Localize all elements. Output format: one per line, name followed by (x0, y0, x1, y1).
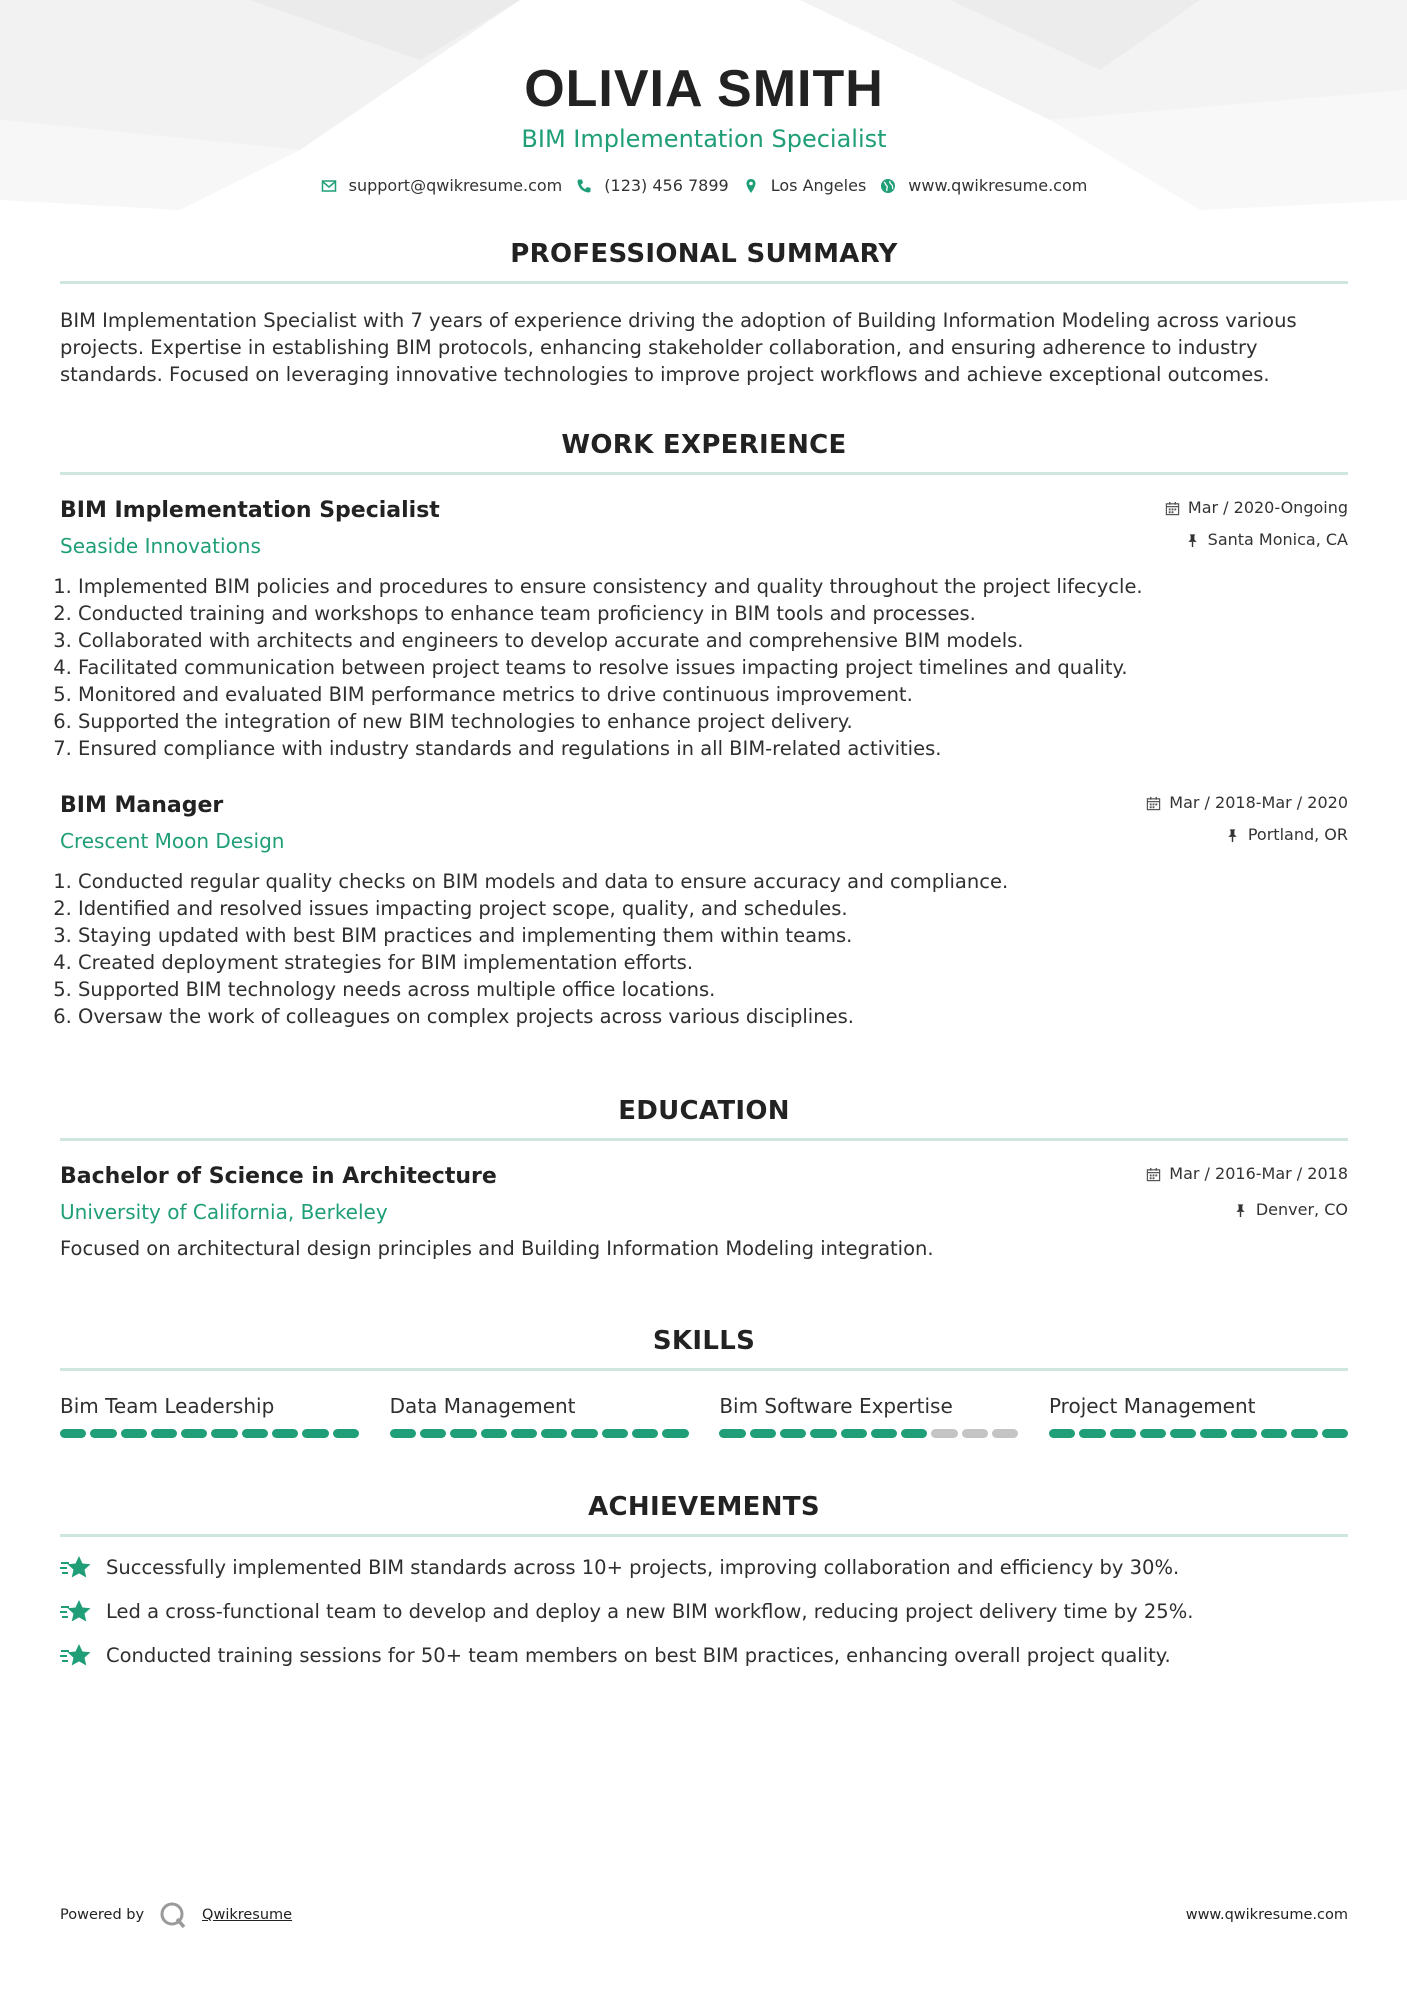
location-text: Los Angeles (770, 176, 867, 195)
skill-segment-filled (390, 1429, 416, 1438)
job-location: Portland, OR (1247, 825, 1348, 844)
skill-segment-filled (1110, 1429, 1136, 1438)
skill-segment-filled (632, 1429, 658, 1438)
experience-section (60, 430, 1348, 1030)
job-company: Crescent Moon Design (60, 829, 285, 853)
list-item: 7. Ensured compliance with industry standards and regulations in all BIM-related activities. (78, 735, 1348, 762)
list-item: 2. Conducted training and workshops to enhance team proficiency in BIM tools and processes. (78, 600, 1348, 627)
achievement-text: Led a cross-functional team to develop and deploy a new BIM workflow, reducing project delivery time by 25%. (106, 1600, 1194, 1623)
skill-segment-empty (962, 1429, 988, 1438)
skill-level-meter (1049, 1429, 1348, 1438)
candidate-role: BIM Implementation Specialist (521, 125, 887, 153)
skill-segment-filled (841, 1429, 867, 1438)
list-item: 1. Conducted regular quality checks on BIM models and data to ensure accuracy and compliance. (78, 868, 1348, 895)
phone-text: (123) 456 7899 (604, 176, 729, 195)
qwikresume-logo-icon (158, 1900, 188, 1930)
contact-location (743, 176, 867, 195)
skill-segment-filled (750, 1429, 776, 1438)
section-title-skills: SKILLS (652, 1326, 756, 1356)
skill-level-meter (390, 1429, 689, 1438)
skill-segment-filled (60, 1429, 86, 1438)
skill-segment-filled (602, 1429, 628, 1438)
star-icon (60, 1555, 92, 1581)
education-entry (60, 1163, 1348, 1262)
list-item: 4. Created deployment strategies for BIM implementation efforts. (78, 949, 1348, 976)
skill-segment-filled (481, 1429, 507, 1438)
skill-segment-filled (450, 1429, 476, 1438)
section-title-summary: PROFESSIONAL SUMMARY (510, 239, 898, 269)
skills-section (60, 1326, 1348, 1438)
job-company: Seaside Innovations (60, 534, 261, 558)
achievements-section (60, 1492, 1348, 1669)
powered-by (60, 1900, 292, 1930)
skill-name: Bim Team Leadership (60, 1394, 275, 1418)
skill-item (390, 1393, 689, 1438)
envelope-icon (321, 178, 337, 194)
skill-segment-filled (511, 1429, 537, 1438)
skill-segment-filled (1170, 1429, 1196, 1438)
achievement-text: Successfully implemented BIM standards across 10+ projects, improving collaboration and efficiency by 30%. (106, 1556, 1180, 1579)
section-divider (60, 1534, 1348, 1537)
list-item: 6. Supported the integration of new BIM technologies to enhance project delivery. (78, 708, 1348, 735)
skill-segment-filled (1079, 1429, 1105, 1438)
job-entry (60, 792, 1348, 1030)
job-bullets (60, 573, 1348, 762)
skill-item (60, 1393, 359, 1438)
achievement-text: Conducted training sessions for 50+ team members on best BIM practices, enhancing overall project quality. (106, 1644, 1171, 1667)
list-item: 2. Identified and resolved issues impacting project scope, quality, and schedules. (78, 895, 1348, 922)
summary-section (60, 239, 1348, 388)
page-footer (60, 1900, 1348, 1930)
powered-by-label: Powered by (60, 1907, 145, 1923)
skills-grid (60, 1393, 1348, 1438)
achievement-item (60, 1598, 1348, 1625)
contact-phone[interactable] (576, 176, 728, 195)
pin-icon (1233, 1203, 1248, 1218)
list-item: 4. Facilitated communication between project teams to resolve issues impacting project timelines and quality. (78, 654, 1348, 681)
education-meta (1146, 1163, 1348, 1221)
list-item: 1. Implemented BIM policies and procedures to ensure consistency and quality throughout the project lifecycle. (78, 573, 1348, 600)
website-text: www.qwikresume.com (908, 176, 1088, 195)
skill-segment-filled (1322, 1429, 1348, 1438)
section-divider (60, 1368, 1348, 1371)
skill-level-meter (60, 1429, 359, 1438)
skill-segment-filled (1140, 1429, 1166, 1438)
globe-icon (880, 178, 896, 194)
skill-name: Bim Software Expertise (719, 1394, 953, 1418)
skill-segment-filled (1261, 1429, 1287, 1438)
skill-segment-empty (992, 1429, 1018, 1438)
skill-item (719, 1393, 1018, 1438)
section-divider (60, 281, 1348, 284)
list-item: 5. Supported BIM technology needs across multiple office locations. (78, 976, 1348, 1003)
pin-icon (1185, 533, 1200, 548)
summary-text: BIM Implementation Specialist with 7 years of experience driving the adoption of Building Information Modeling across various projects. Expertise in establishing BIM protocols, enhancing stakeholder collaboration, and ensuring adherence to industry standards. Focused on leveraging innovative technologies to improve project workflows and achieve exceptional outcomes. (60, 309, 1297, 386)
skill-segment-filled (871, 1429, 897, 1438)
skill-segment-filled (90, 1429, 116, 1438)
skill-segment-filled (541, 1429, 567, 1438)
calendar-icon (1146, 796, 1161, 811)
degree-title: Bachelor of Science in Architecture (60, 1164, 497, 1189)
list-item: 3. Staying updated with best BIM practices and implementing them within teams. (78, 922, 1348, 949)
skill-level-meter (719, 1429, 1018, 1438)
school-name: University of California, Berkeley (60, 1200, 388, 1224)
list-item: 6. Oversaw the work of colleagues on complex projects across various disciplines. (78, 1003, 1348, 1030)
skill-name: Data Management (389, 1394, 576, 1418)
skill-segment-filled (1200, 1429, 1226, 1438)
job-meta (1165, 497, 1348, 551)
section-divider (60, 472, 1348, 475)
qwikresume-link[interactable]: Qwikresume (202, 1907, 293, 1923)
contact-bar (60, 176, 1348, 195)
map-pin-icon (743, 178, 759, 194)
job-title: BIM Manager (60, 793, 224, 818)
skill-segment-filled (151, 1429, 177, 1438)
candidate-name: OLIVIA SMITH (524, 60, 884, 118)
skill-segment-filled (780, 1429, 806, 1438)
section-title-education: EDUCATION (618, 1096, 790, 1126)
skill-name: Project Management (1048, 1394, 1256, 1418)
skill-segment-filled (302, 1429, 328, 1438)
skill-segment-filled (662, 1429, 688, 1438)
job-meta (1146, 792, 1348, 846)
skill-segment-filled (272, 1429, 298, 1438)
job-date: Mar / 2018-Mar / 2020 (1169, 793, 1348, 812)
footer-website[interactable]: www.qwikresume.com (1185, 1907, 1348, 1923)
list-item: 5. Monitored and evaluated BIM performance metrics to drive continuous improvement. (78, 681, 1348, 708)
email-text: support@qwikresume.com (348, 176, 563, 195)
job-date: Mar / 2020-Ongoing (1187, 498, 1348, 517)
calendar-icon (1165, 501, 1180, 516)
list-item: 3. Collaborated with architects and engineers to develop accurate and comprehensive BIM models. (78, 627, 1348, 654)
skill-segment-filled (420, 1429, 446, 1438)
skill-segment-filled (1231, 1429, 1257, 1438)
job-location: Santa Monica, CA (1207, 530, 1348, 549)
job-entry (60, 497, 1348, 762)
resume-page (60, 0, 1348, 1669)
skill-segment-empty (931, 1429, 957, 1438)
calendar-icon (1146, 1167, 1161, 1182)
skill-segment-filled (242, 1429, 268, 1438)
job-bullets (60, 868, 1348, 1030)
skill-segment-filled (211, 1429, 237, 1438)
skill-segment-filled (901, 1429, 927, 1438)
section-divider (60, 1138, 1348, 1141)
skill-segment-filled (571, 1429, 597, 1438)
skill-segment-filled (1049, 1429, 1075, 1438)
achievement-item (60, 1554, 1348, 1581)
phone-icon (576, 178, 592, 194)
section-title-achievements: ACHIEVEMENTS (588, 1492, 820, 1522)
contact-website[interactable] (880, 176, 1087, 195)
education-description: Focused on architectural design principles and Building Information Modeling integration. (60, 1237, 934, 1260)
skill-segment-filled (719, 1429, 745, 1438)
skill-segment-filled (1291, 1429, 1317, 1438)
education-section (60, 1096, 1348, 1262)
education-location: Denver, CO (1255, 1200, 1348, 1219)
skill-segment-filled (181, 1429, 207, 1438)
skill-segment-filled (810, 1429, 836, 1438)
star-icon (60, 1599, 92, 1625)
resume-header (60, 0, 1348, 195)
achievement-item (60, 1642, 1348, 1669)
skill-segment-filled (121, 1429, 147, 1438)
pin-icon (1225, 828, 1240, 843)
skill-segment-filled (333, 1429, 359, 1438)
section-title-experience: WORK EXPERIENCE (561, 430, 847, 460)
star-icon (60, 1643, 92, 1669)
skill-item (1049, 1393, 1348, 1438)
contact-email[interactable] (321, 176, 563, 195)
job-title: BIM Implementation Specialist (60, 498, 440, 523)
education-date: Mar / 2016-Mar / 2018 (1169, 1164, 1348, 1183)
